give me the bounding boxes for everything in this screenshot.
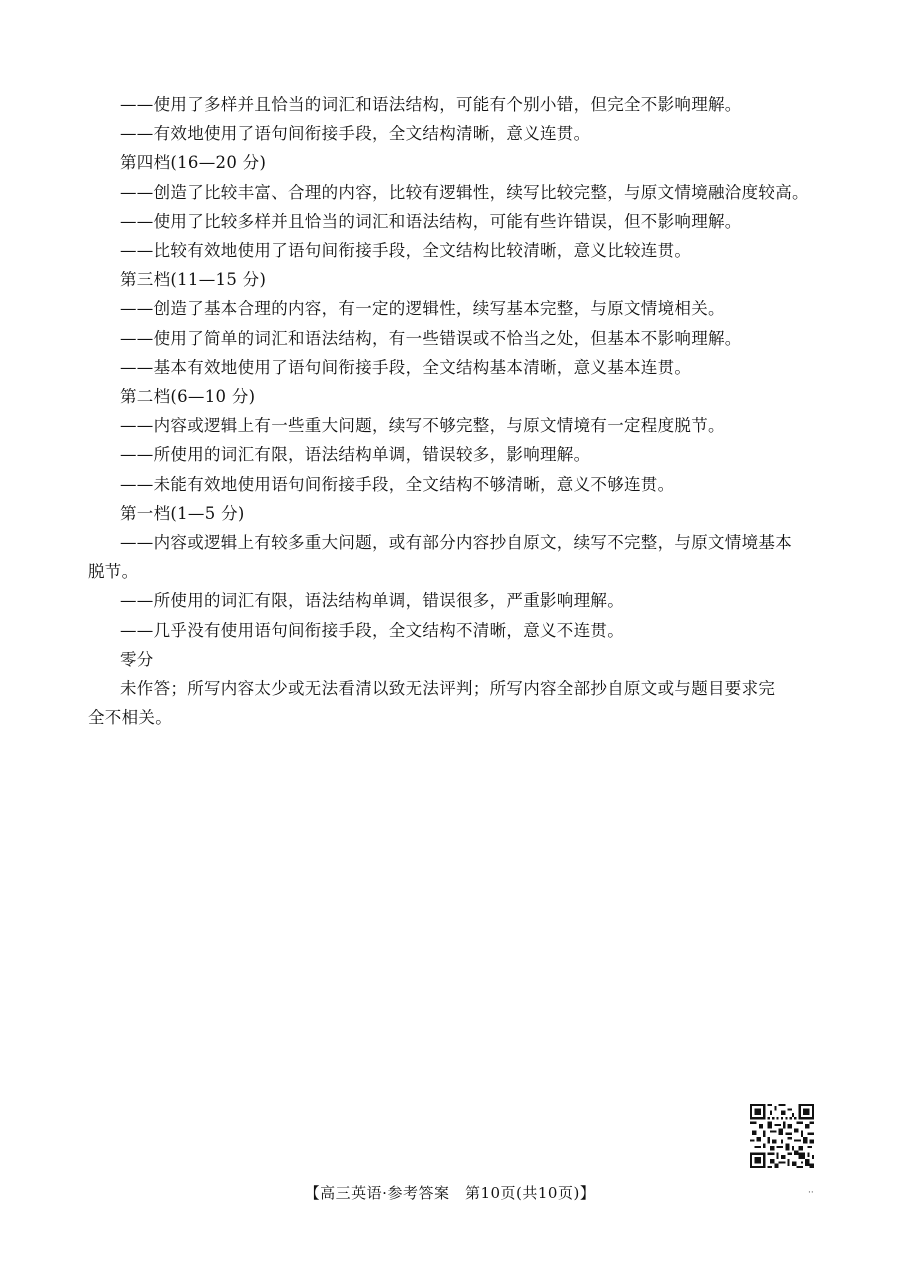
criterion-line: ——内容或逻辑上有一些重大问题，续写不够完整，与原文情境有一定程度脱节。 — [120, 416, 725, 436]
criterion-line: ——使用了简单的词汇和语法结构，有一些错误或不恰当之处，但基本不影响理解。 — [120, 328, 742, 348]
criterion-line: ——使用了比较多样并且恰当的词汇和语法结构，可能有些许错误，但不影响理解。 — [120, 211, 742, 231]
criterion-line: ——内容或逻辑上有较多重大问题，或有部分内容抄自原文，续写不完整，与原文情境基本 — [120, 533, 792, 553]
criterion-line-continuation: 脱节。 — [88, 562, 139, 582]
criterion-line: ——未能有效地使用语句间衔接手段，全文结构不够清晰，意义不够连贯。 — [120, 474, 675, 494]
criterion-line-continuation: 全不相关。 — [88, 708, 172, 728]
criterion-line: ——所使用的词汇有限，语法结构单调，错误很多，严重影响理解。 — [120, 591, 624, 611]
criterion-line: ——比较有效地使用了语句间衔接手段，全文结构比较清晰，意义比较连贯。 — [120, 241, 692, 261]
page-footer: 【高三英语·参考答案 第10页(共10页)】 — [304, 1184, 596, 1202]
grade-heading: 零分 — [120, 649, 154, 669]
grade-heading: 第二档(6—10 分) — [120, 387, 256, 407]
criterion-line: ——所使用的词汇有限，语法结构单调，错误较多，影响理解。 — [120, 445, 591, 465]
criterion-line: ——创造了基本合理的内容，有一定的逻辑性，续写基本完整，与原文情境相关。 — [120, 299, 725, 319]
grade-heading: 第四档(16—20 分) — [120, 153, 267, 173]
corner-mark: ·· — [808, 1188, 814, 1198]
criterion-line: ——有效地使用了语句间衔接手段，全文结构清晰，意义连贯。 — [120, 124, 591, 144]
zero-score-description: 未作答；所写内容太少或无法看清以致无法评判；所写内容全部抄自原文或与题目要求完 — [120, 679, 776, 699]
grade-heading: 第三档(11—15 分) — [120, 270, 267, 290]
qr-code-icon — [750, 1104, 814, 1168]
scoring-criteria — [88, 90, 818, 732]
criterion-line: ——几乎没有使用语句间衔接手段，全文结构不清晰，意义不连贯。 — [120, 620, 624, 640]
criterion-line: ——使用了多样并且恰当的词汇和语法结构，可能有个别小错，但完全不影响理解。 — [120, 95, 742, 114]
grade-heading: 第一档(1—5 分) — [120, 503, 245, 523]
criterion-line: ——基本有效地使用了语句间衔接手段，全文结构基本清晰，意义基本连贯。 — [120, 357, 692, 377]
criterion-line: ——创造了比较丰富、合理的内容，比较有逻辑性，续写比较完整，与原文情境融洽度较高。 — [120, 182, 809, 202]
